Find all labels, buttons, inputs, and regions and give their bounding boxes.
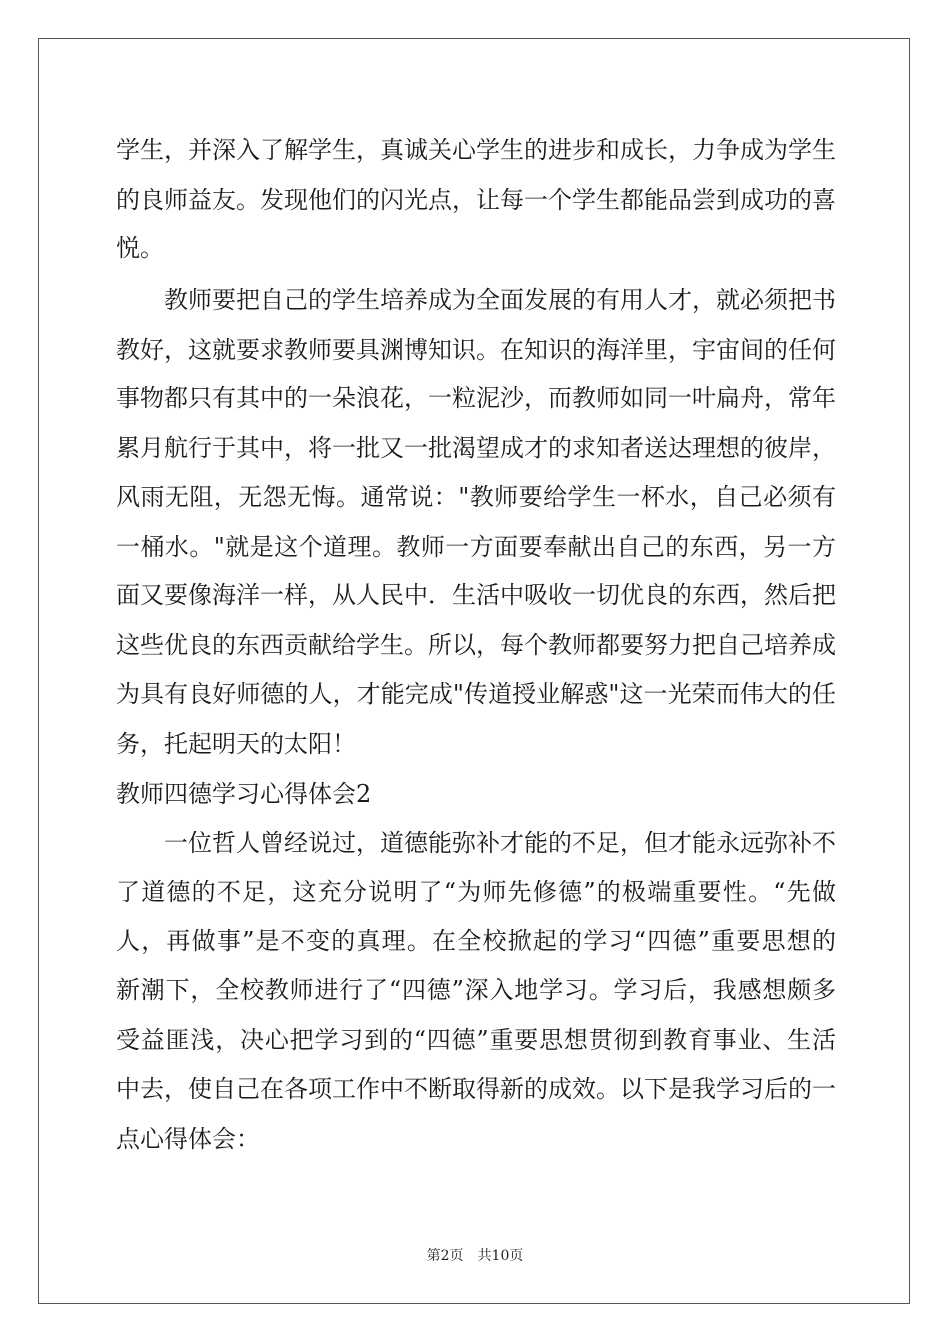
page-number: 第2页 xyxy=(426,1248,464,1264)
paragraph-line: 人，再做事”是不变的真理。在全校掀起的学习“四德”重要思想的 xyxy=(116,927,836,955)
paragraph-line: 这些优良的东西贡献给学生。所以，每个教师都要努力把自己培养成 xyxy=(116,631,836,659)
section-heading: 教师四德学习心得体会2 xyxy=(116,780,372,808)
paragraph-line: 点心得体会： xyxy=(116,1125,260,1153)
paragraph-line: 教好，这就要求教师要具渊博知识。在知识的海洋里，宇宙间的任何 xyxy=(116,336,836,364)
paragraph-line: 教师要把自己的学生培养成为全面发展的有用人才，就必须把书 xyxy=(164,286,836,314)
paragraph-line: 一桶水。"就是这个道理。教师一方面要奉献出自己的东西，另一方 xyxy=(116,533,836,561)
paragraph-line: 学生，并深入了解学生，真诚关心学生的进步和成长，力争成为学生 xyxy=(116,136,836,164)
paragraph-line: 面又要像海洋一样，从人民中．生活中吸收一切优良的东西，然后把 xyxy=(116,581,836,609)
paragraph-line: 风雨无阻，无怨无悔。通常说："教师要给学生一杯水，自己必须有 xyxy=(116,483,836,511)
paragraph-line: 受益匪浅，决心把学习到的“四德”重要思想贯彻到教育事业、生活 xyxy=(116,1026,836,1054)
paragraph-line: 一位哲人曾经说过，道德能弥补才能的不足，但才能永远弥补不 xyxy=(164,829,836,857)
paragraph-line: 事物都只有其中的一朵浪花，一粒泥沙，而教师如同一叶扁舟，常年 xyxy=(116,384,836,412)
paragraph-line: 新潮下，全校教师进行了“四德”深入地学习。学习后，我感想颇多 xyxy=(116,976,836,1004)
paragraph-line: 的良师益友。发现他们的闪光点，让每一个学生都能品尝到成功的喜 xyxy=(116,186,836,214)
paragraph-line: 为具有良好师德的人，才能完成"传道授业解惑"这一光荣而伟大的任 xyxy=(116,680,836,708)
paragraph-line: 悦。 xyxy=(116,234,164,262)
paragraph-line: 了道德的不足，这充分说明了“为师先修德”的极端重要性。“先做 xyxy=(116,878,836,906)
page-border xyxy=(38,38,910,1304)
paragraph-line: 累月航行于其中，将一批又一批渴望成才的求知者送达理想的彼岸， xyxy=(116,434,836,462)
paragraph-line: 务，托起明天的太阳！ xyxy=(116,730,356,758)
page-total: 共10页 xyxy=(477,1248,524,1264)
page-footer xyxy=(0,1245,950,1265)
paragraph-line: 中去，使自己在各项工作中不断取得新的成效。以下是我学习后的一 xyxy=(116,1075,836,1103)
